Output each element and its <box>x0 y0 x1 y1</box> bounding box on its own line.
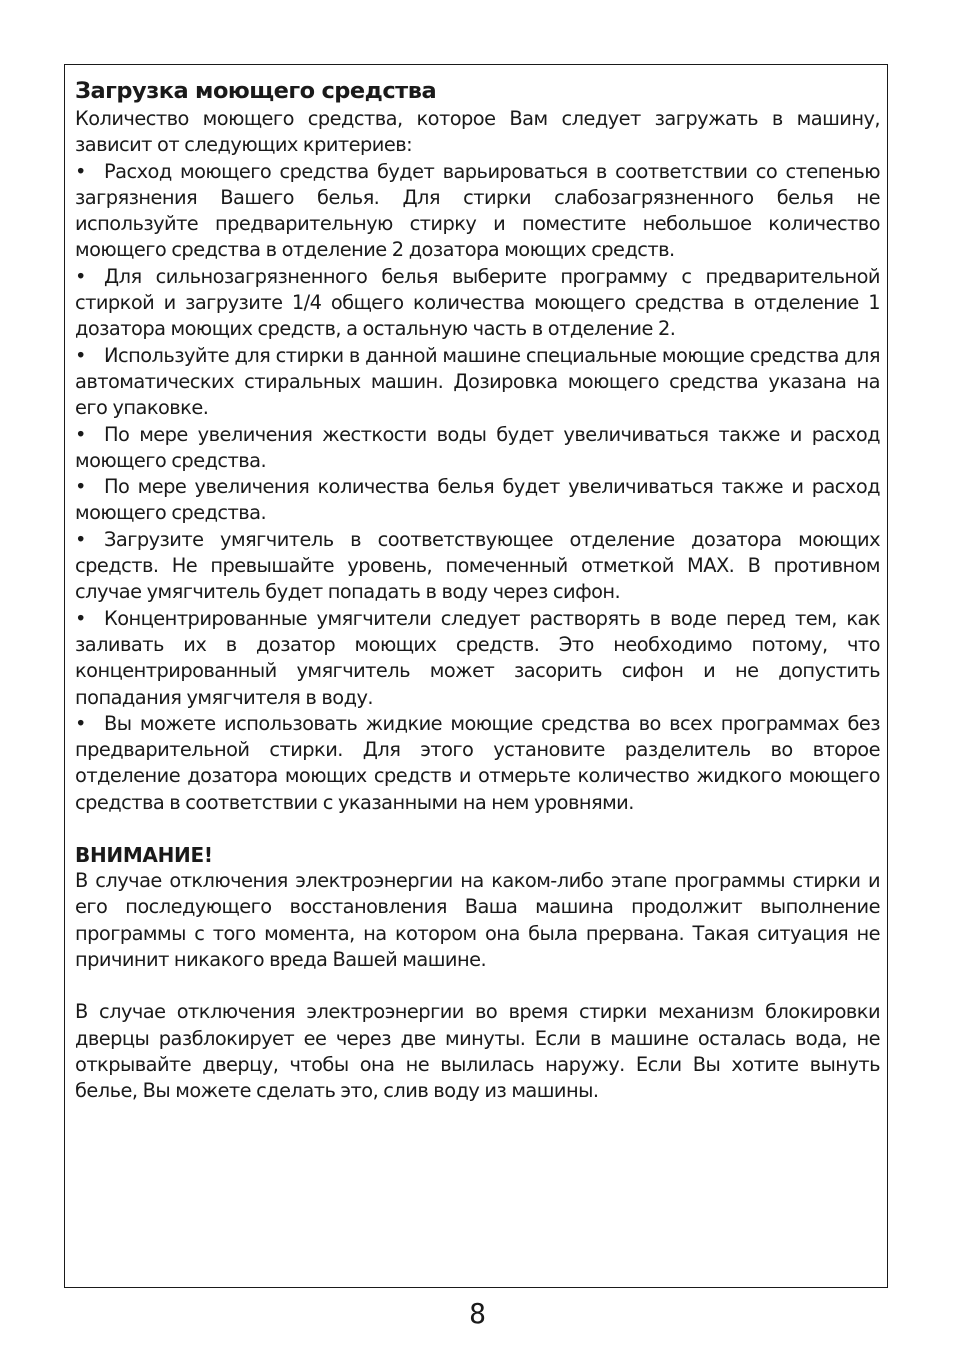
warning-heading: ВНИМАНИЕ! <box>75 843 213 868</box>
intro-paragraph: Количество моющего средства, которое Вам следует загружать в машину, зависит от следующих критериев: <box>75 107 880 157</box>
bullet-item <box>75 159 880 264</box>
bullet-item <box>75 343 880 422</box>
bullet-icon: • <box>75 475 86 499</box>
bullet-text: По мере увеличения жесткости воды будет увеличиваться также и расход моющего средства. <box>75 422 880 472</box>
warning-paragraph-power-outage: В случае отключения электроэнергии на каком-либо этапе программы стирки и его последующего восстановления Ваша машина продолжит выполнение программы с того момента, на котором она была прервана. Такая ситуация не причинит никакого вреда Вашей машине. <box>75 869 880 971</box>
bullet-text: Используйте для стирки в данной машине специальные моющие средства для автоматических стиральных машин. Дозировка моющего средства указана на его упаковке. <box>75 343 880 420</box>
warning-paragraph-door-lock: В случае отключения электроэнергии во время стирки механизм блокировки дверцы разблокирует ее через две минуты. Если в машине осталась вода, не открывайте дверцу, чтобы она не вылилась наружу. Если Вы хотите вынуть белье, Вы можете сделать это, слив воду из машины. <box>75 1000 880 1103</box>
bullet-text: Концентрированные умягчители следует растворять в воде перед тем, как заливать их в дозатор моющих средств. Это необходимо потому, что концентрированный умягчитель может засорить сифон и не допустить попадания умягчителя в воду. <box>75 606 880 709</box>
page-content <box>75 76 880 1104</box>
bullet-text: По мере увеличения количества белья будет увеличиваться также и расход моющего средства. <box>75 475 880 525</box>
bullet-item <box>75 474 880 527</box>
bullet-item <box>75 264 880 343</box>
bullet-item <box>75 606 880 711</box>
bullet-icon: • <box>75 527 86 551</box>
bullet-text: Загрузите умягчитель в соответствующее отделение дозатора моющих средств. Не превышайте уровень, помеченный отметкой MAX. В противном случае умягчитель будет попадать в воду через сифон. <box>75 527 880 604</box>
bullet-icon: • <box>75 711 86 735</box>
bullet-text: Расход моющего средства будет варьироваться в соответствии со степенью загрязнения Вашего белья. Для стирки слабозагрязненного белья не используйте предварительную стирку и поместите небольшое количество моющего средства в отделение 2 дозатора моющих средств. <box>75 159 880 262</box>
bullet-item <box>75 527 880 606</box>
bullet-item <box>75 711 880 816</box>
section-heading-detergent: Загрузка моющего средства <box>75 78 437 104</box>
section-spacer <box>75 816 880 842</box>
bullet-icon: • <box>75 606 86 630</box>
bullet-icon: • <box>75 422 86 446</box>
bullet-text: Для сильнозагрязненного белья выберите программу с предварительной стиркой и загрузите 1/4 общего количества моющего средства в отделение 1 дозатора моющих средств, а остальную часть в отделение 2. <box>75 264 880 341</box>
bullet-text: Вы можете использовать жидкие моющие средства во всех программах без предварительной стирки. Для этого установите разделитель во второе отделение дозатора моющих средств и отмерьте количество жидкого моющего средства в соответствии с указанными на нем уровнями. <box>75 711 880 814</box>
bullet-icon: • <box>75 264 86 288</box>
bullet-item <box>75 422 880 475</box>
bullet-icon: • <box>75 159 86 183</box>
page-number: 8 <box>469 1297 486 1330</box>
paragraph-spacer <box>75 973 880 999</box>
bullet-icon: • <box>75 343 86 367</box>
